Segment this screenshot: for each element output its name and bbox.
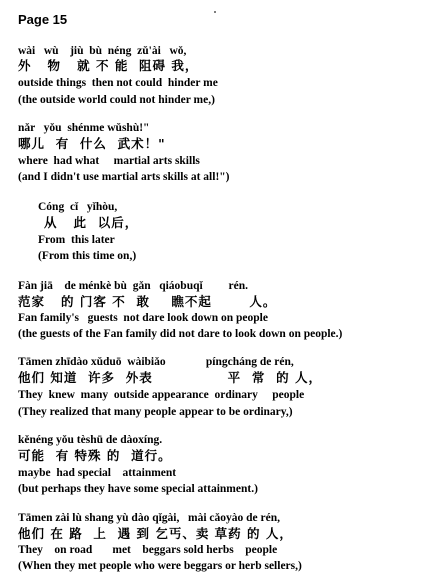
pinyin-line: Fàn jiā de ménkè bù gǎn qiáobuqǐ rén. xyxy=(18,280,249,292)
hanzi-line: 他们 在 路 上 遇 到 乞丐、卖 草药 的 人， xyxy=(18,526,293,541)
page-number: Page 15 xyxy=(18,12,68,27)
gloss-line: Fan family's guests not dare look down on people xyxy=(18,312,268,324)
translation-line: (but perhaps they have some special attainment.) xyxy=(18,483,258,495)
gloss-line: maybe had special attainment xyxy=(18,467,177,479)
pinyin-line: nǎr yǒu shénme wǔshù!" xyxy=(18,122,150,134)
pinyin-line: Tāmen zhīdào xǔduō wàibiǎo píngcháng de rén, xyxy=(18,356,294,368)
translation-line: (the guests of the Fan family did not dare to look down on people.) xyxy=(18,328,343,340)
translation-line: (the outside world could not hinder me,) xyxy=(18,94,215,106)
pinyin-line: Cóng cǐ yǐhòu, xyxy=(38,201,118,213)
pinyin-line: wài wù jiù bù néng zǔ'ài wǒ, xyxy=(18,45,187,57)
gloss-line: They knew many outside appearance ordinary people xyxy=(18,389,305,401)
gloss-line: outside things then not could hinder me xyxy=(18,77,218,89)
speck xyxy=(214,11,216,13)
hanzi-line: 外 物 就 不 能 阻碍 我， xyxy=(18,58,199,73)
translation-line: (When they met people who were beggars or herb sellers,) xyxy=(18,560,302,572)
pinyin-line: Tāmen zài lù shang yù dào qǐgài, mài cǎoyào de rén, xyxy=(18,512,280,524)
translation-line: (They realized that many people appear to be ordinary,) xyxy=(18,406,293,418)
hanzi-line: 范家 的 门客 不 敢 瞧不起 人。 xyxy=(18,294,277,309)
gloss-line: From this later xyxy=(38,234,115,246)
gloss-line: where had what martial arts skills xyxy=(18,155,200,167)
translation-line: (and I didn't use martial arts skills at all!") xyxy=(18,171,230,183)
hanzi-line: 他们 知道 许多 外表 平 常 的 人， xyxy=(18,370,322,385)
hanzi-line: 从 此 以后， xyxy=(44,215,139,230)
hanzi-line: 哪儿 有 什么 武术！" xyxy=(18,136,166,151)
pinyin-line: kěnéng yǒu tèshū de dàoxíng. xyxy=(18,434,163,446)
hanzi-line: 可能 有 特殊 的 道行。 xyxy=(18,448,172,463)
gloss-line: They on road met beggars sold herbs people xyxy=(18,544,278,556)
translation-line: (From this time on,) xyxy=(38,250,137,262)
